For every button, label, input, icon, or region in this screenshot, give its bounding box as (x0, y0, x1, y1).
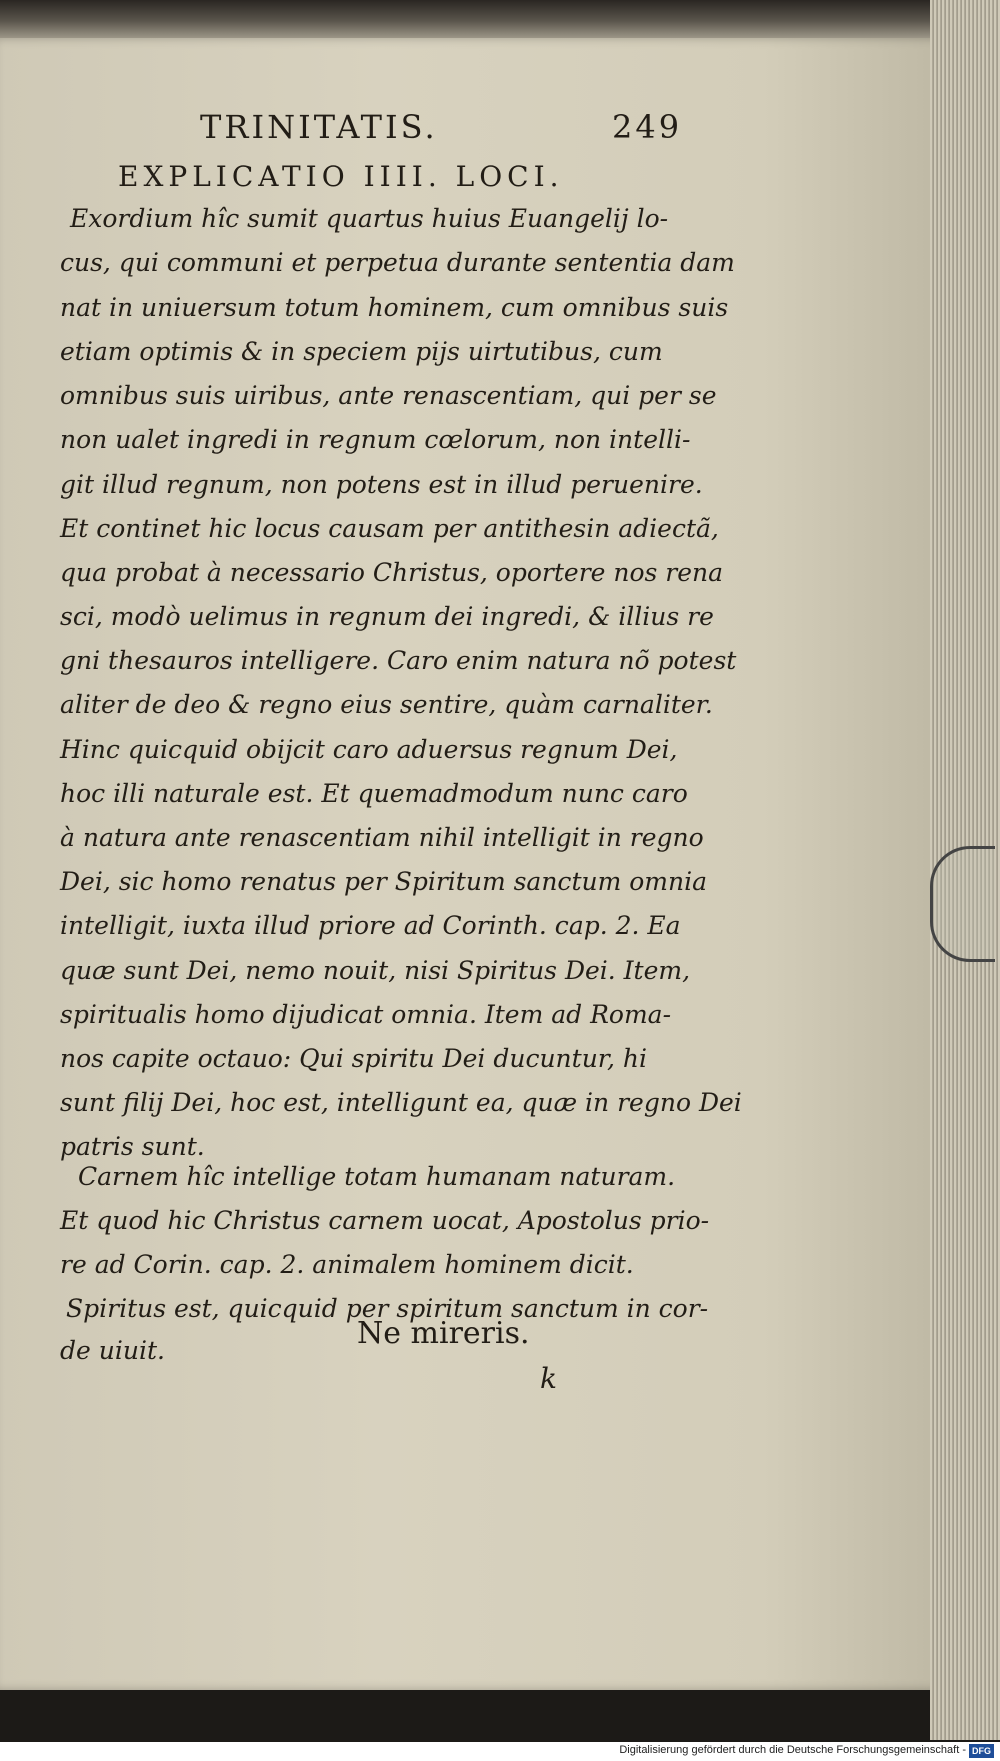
text-line: etiam optimis & in speciem pijs uirtutibus, cum (60, 337, 663, 366)
page-clip (930, 846, 995, 962)
text-line: Spiritus est, quicquid per spiritum sanctum in cor- (66, 1294, 709, 1323)
text-line: Exordium hîc sumit quartus huius Euangelij lo- (70, 204, 669, 233)
funding-credit: Digitalisierung gefördert durch die Deutsche Forschungsgemeinschaft - (619, 1744, 966, 1756)
text-line: non ualet ingredi in regnum cœlorum, non intelli- (60, 425, 691, 454)
text-line: git illud regnum, non potens est in illud peruenire. (60, 470, 703, 499)
text-line: hoc illi naturale est. Et quemadmodum nunc caro (60, 779, 688, 808)
text-line: quæ sunt Dei, nemo nouit, nisi Spiritus Dei. Item, (60, 956, 691, 985)
text-line: Carnem hîc intellige totam humanam naturam. (78, 1162, 676, 1191)
catchword: Ne mireris. (357, 1316, 530, 1351)
text-line: à natura ante renascentiam nihil intelligit in regno (60, 823, 704, 852)
text-line: Hinc quicquid obijcit caro aduersus regnum Dei, (60, 735, 678, 764)
text-line: de uiuit. (60, 1336, 165, 1365)
signature-mark: k (540, 1362, 557, 1395)
dfg-logo: DFG (969, 1744, 994, 1758)
text-line: cus, qui communi et perpetua durante sententia dam (60, 248, 735, 277)
text-line: omnibus suis uiribus, ante renascentiam, qui per se (60, 381, 717, 410)
book-page (0, 38, 957, 1690)
text-line: intelligit, iuxta illud priore ad Corinth. cap. 2. Ea (60, 911, 681, 940)
text-line: spiritualis homo dijudicat omnia. Item ad Roma- (60, 1000, 672, 1029)
text-line: Et quod hic Christus carnem uocat, Apostolus prio- (60, 1206, 710, 1235)
text-line: Dei, sic homo renatus per Spiritum sanctum omnia (60, 867, 707, 896)
book-top-edge (0, 0, 955, 38)
text-line: qua probat à necessario Christus, oportere nos rena (60, 558, 724, 587)
running-title: TRINITATIS. (200, 108, 438, 146)
text-line: gni thesauros intelligere. Caro enim natura nõ potest (60, 646, 737, 675)
text-line: nat in uniuersum totum hominem, cum omnibus suis (60, 293, 729, 322)
text-line: patris sunt. (60, 1132, 205, 1161)
text-line: nos capite octauo: Qui spiritu Dei ducuntur, hi (60, 1044, 647, 1073)
text-line: sunt filij Dei, hoc est, intelligunt ea, quæ in regno Dei (60, 1088, 742, 1117)
text-line: Et continet hic locus causam per antithesin adiectã, (60, 514, 719, 543)
text-line: aliter de deo & regno eius sentire, quàm carnaliter. (60, 690, 713, 719)
page-number: 249 (612, 108, 683, 146)
text-line: re ad Corin. cap. 2. animalem hominem dicit. (60, 1250, 634, 1279)
text-line: sci, modò uelimus in regnum dei ingredi, & illius re (60, 602, 714, 631)
section-title: EXPLICATIO IIII. LOCI. (118, 160, 564, 193)
